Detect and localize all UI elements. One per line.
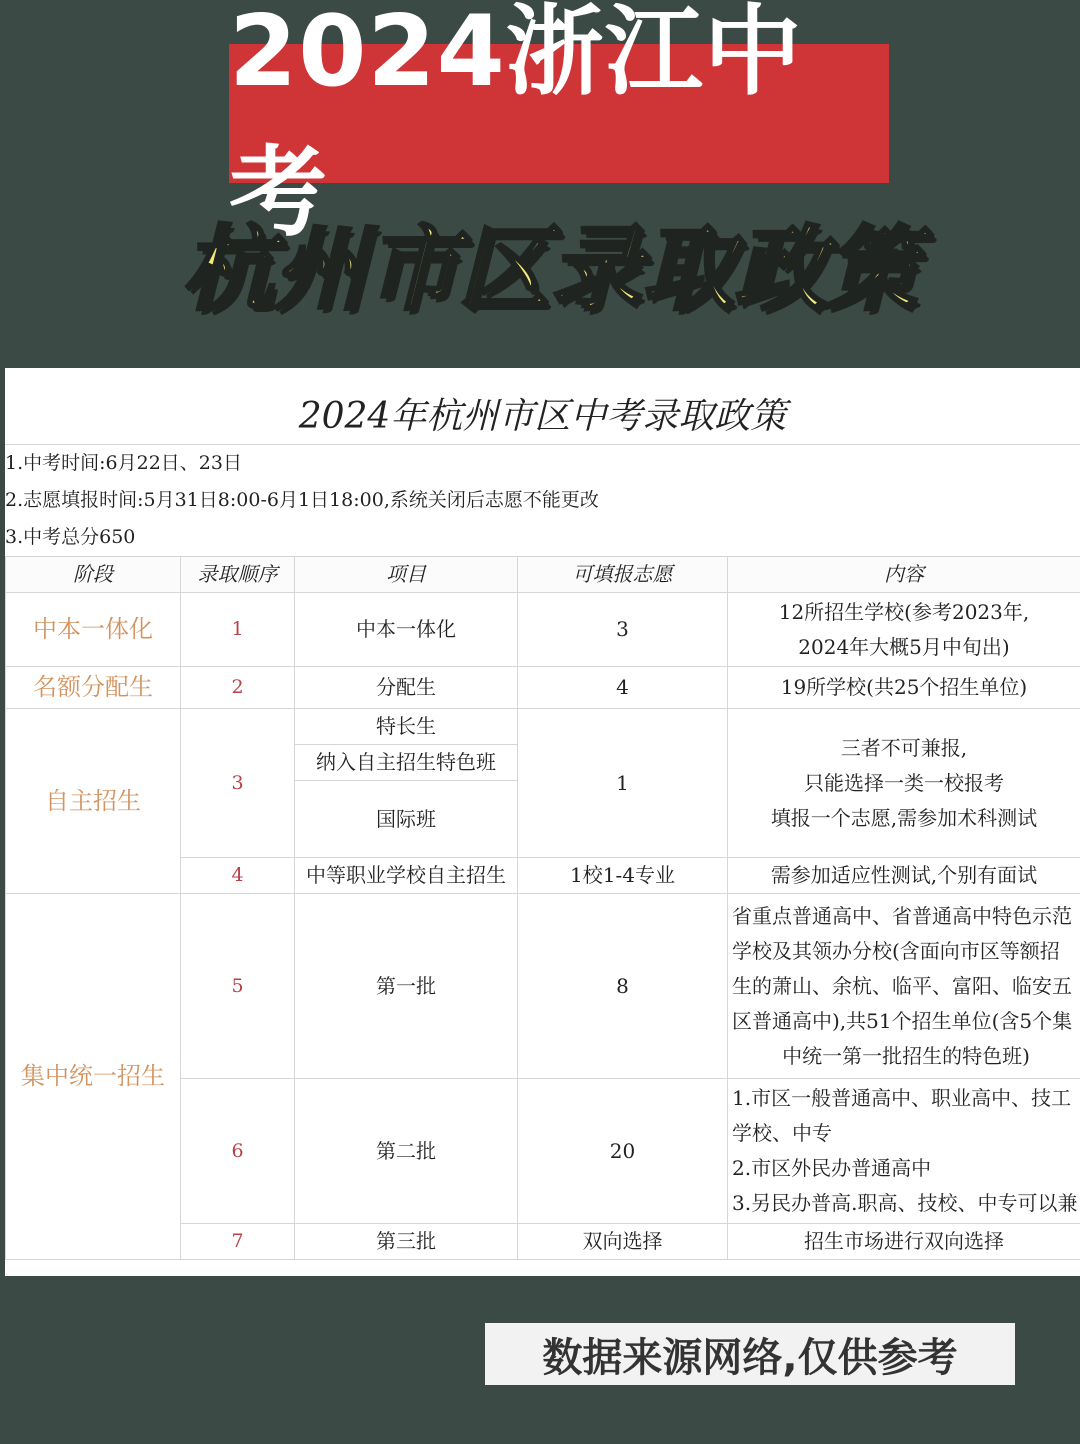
content-line: 填报一个志愿,需参加术科测试 — [770, 805, 1038, 830]
table-row — [6, 667, 1080, 709]
document-title: 2024年杭州市区中考录取政策 — [5, 382, 1080, 445]
info-item: 3.中考总分650 — [5, 526, 136, 548]
choices-cell: 20 — [518, 1079, 728, 1224]
content-cell — [728, 894, 1080, 1079]
policy-document — [5, 368, 1080, 1276]
main-title-banner — [229, 0, 889, 250]
content-line: 3.另民办普高.职高、技校、中专可以兼 — [732, 1191, 1078, 1215]
item-cell: 分配生 — [295, 667, 518, 709]
item-cell: 中等职业学校自主招生 — [295, 858, 518, 894]
choices-cell: 3 — [518, 593, 728, 667]
info-item: 1.中考时间:6月22日、23日 — [5, 452, 242, 474]
choices-cell: 1校1-4专业 — [518, 858, 728, 894]
stage-cell: 中本一体化 — [6, 593, 181, 667]
order-cell: 5 — [181, 894, 295, 1079]
order-cell: 1 — [181, 593, 295, 667]
disclaimer-text: 数据来源网络,仅供参考 — [542, 1334, 958, 1381]
item-cell: 第三批 — [295, 1224, 518, 1260]
order-cell: 2 — [181, 667, 295, 709]
subtitle-banner — [150, 203, 950, 321]
item-cell: 第二批 — [295, 1079, 518, 1224]
choices-cell: 双向选择 — [518, 1224, 728, 1260]
content-line: 区普通高中),共51个招生单位(含5个集 — [732, 1008, 1073, 1033]
table-row — [6, 894, 1080, 1079]
content-line: 2024年大概5月中旬出) — [798, 634, 1010, 659]
header-order: 录取顺序 — [181, 557, 295, 593]
order-cell: 4 — [181, 858, 295, 894]
header-item: 项目 — [295, 557, 518, 593]
header-content: 内容 — [728, 557, 1080, 593]
content-line: 生的萧山、余杭、临平、富阳、临安五 — [732, 973, 1072, 998]
info-list — [5, 445, 1080, 556]
stage-cell: 自主招生 — [6, 709, 181, 894]
choices-cell: 4 — [518, 667, 728, 709]
content-line: 12所招生学校(参考2023年, — [778, 599, 1030, 624]
item-line: 国际班 — [376, 807, 436, 831]
table-row — [6, 593, 1080, 667]
header-stage: 阶段 — [6, 557, 181, 593]
content-line: 省重点普通高中、省普通高中特色示范 — [732, 903, 1072, 928]
content-cell: 19所学校(共25个招生单位) — [728, 667, 1080, 709]
item-cell: 中本一体化 — [295, 593, 518, 667]
header-choices: 可填报志愿 — [518, 557, 728, 593]
order-cell: 3 — [181, 709, 295, 858]
content-cell — [728, 1079, 1080, 1224]
content-line: 中统一第一批招生的特色班) — [782, 1043, 1030, 1068]
content-line: 学校及其领办分校(含面向市区等额招 — [732, 938, 1060, 963]
order-cell: 6 — [181, 1079, 295, 1224]
content-line: 只能选择一类一校报考 — [804, 770, 1004, 795]
content-line: 三者不可兼报, — [840, 735, 968, 760]
content-cell — [728, 709, 1080, 858]
info-item: 2.志愿填报时间:5月31日8:00-6月1日18:00,系统关闭后志愿不能更改 — [5, 489, 599, 511]
policy-table — [5, 556, 1080, 1260]
content-cell: 需参加适应性测试,个别有面试 — [728, 858, 1080, 894]
table-header-row — [6, 557, 1080, 593]
choices-cell: 1 — [518, 709, 728, 858]
subtitle: 杭州市区录取政策 — [181, 216, 918, 323]
item-cell: 第一批 — [295, 894, 518, 1079]
choices-cell: 8 — [518, 894, 728, 1079]
item-line: 特长生 — [295, 709, 517, 745]
content-line: 1.市区一般普通高中、职业高中、技工 — [732, 1086, 1072, 1110]
content-cell: 招生市场进行双向选择 — [728, 1224, 1080, 1260]
item-cell — [295, 709, 518, 858]
content-cell — [728, 593, 1080, 667]
content-line: 学校、中专 — [732, 1121, 832, 1145]
main-title: 2024浙江中考 — [229, 0, 803, 250]
order-cell: 7 — [181, 1224, 295, 1260]
stage-cell: 集中统一招生 — [6, 894, 181, 1260]
item-line: 纳入自主招生特色班 — [295, 745, 517, 781]
stage-cell: 名额分配生 — [6, 667, 181, 709]
source-disclaimer — [485, 1323, 1015, 1385]
content-line: 2.市区外民办普通高中 — [732, 1156, 932, 1180]
table-row — [6, 709, 1080, 858]
